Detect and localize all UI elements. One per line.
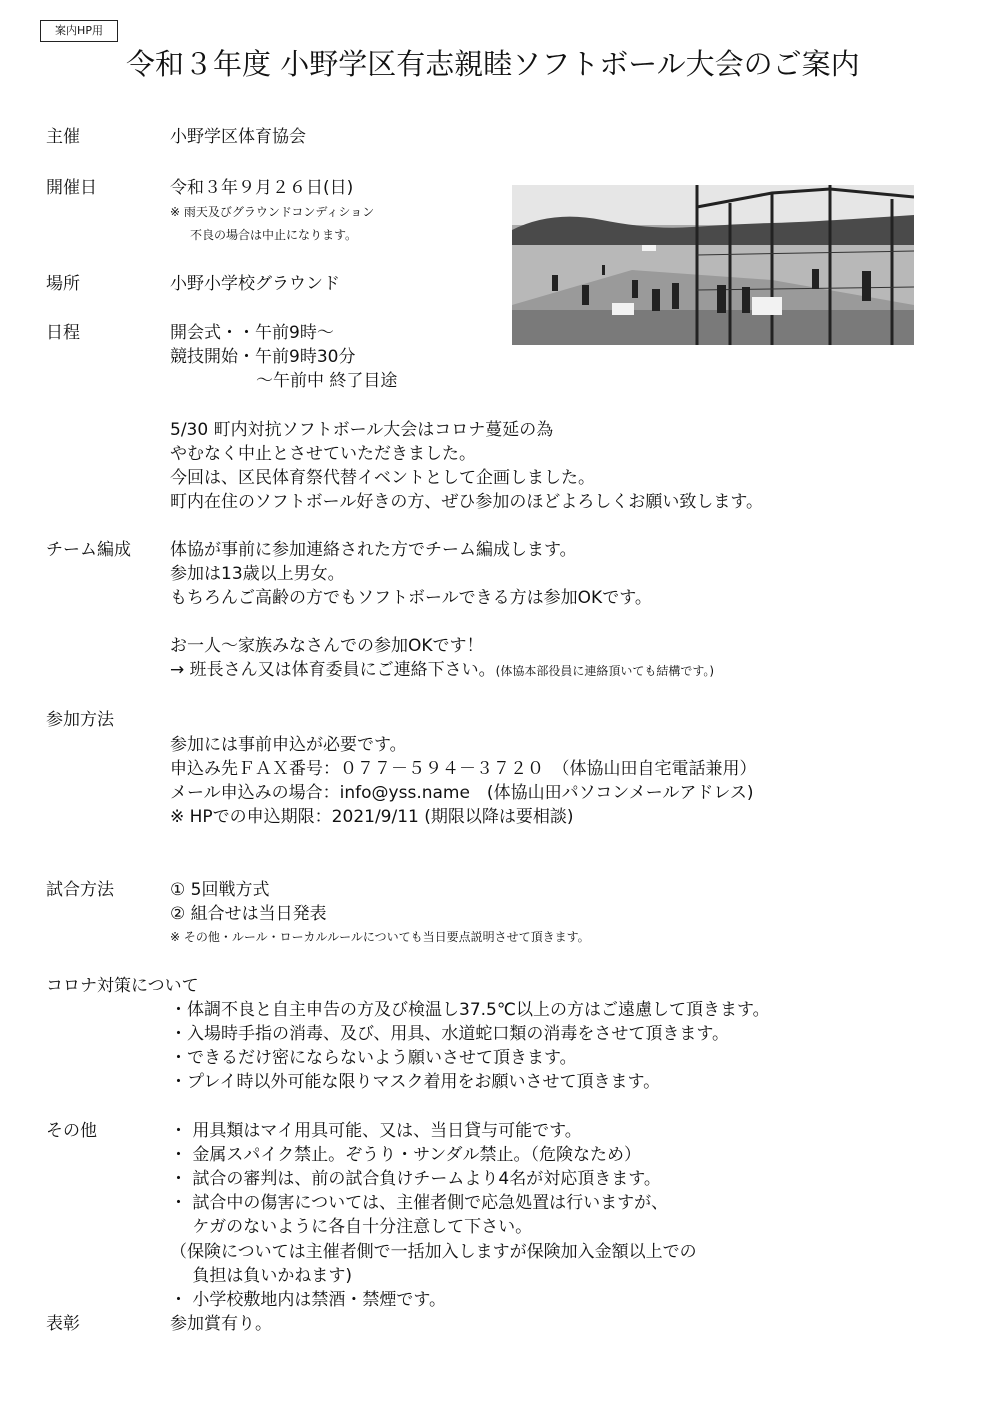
award-label: 表彰 <box>46 1314 80 1334</box>
team-line-5-main: → 班長さん又は体育委員にご連絡下さい。 <box>170 660 496 680</box>
organizer-label: 主催 <box>46 127 80 147</box>
team-line-3: もちろんご高齢の方でもソフトボールできる方は参加OKです。 <box>170 588 652 608</box>
game-note: ※ その他・ルール・ローカルルールについても当日要点説明させて頂きます。 <box>170 930 590 944</box>
other-item: （保険については主催者側で一括加入しますが保険加入金額以上での <box>170 1242 697 1262</box>
award-value: 参加賞有り。 <box>170 1314 272 1334</box>
method-deadline: ※ HPでの申込期限：2021/9/11 (期限以降は要相談) <box>170 807 574 827</box>
schedule-label: 日程 <box>46 323 80 343</box>
team-line-2: 参加は13歳以上男女。 <box>170 564 345 584</box>
corona-item: ・入場時手指の消毒、及び、用具、水道蛇口類の消毒をさせて頂きます。 <box>170 1024 729 1044</box>
team-label: チーム編成 <box>46 540 131 560</box>
corona-item: ・プレイ時以外可能な限りマスク着用をお願いさせて頂きます。 <box>170 1072 661 1092</box>
softball-photo <box>512 185 914 345</box>
other-item: ケガのないように各自十分注意して下さい。 <box>170 1217 533 1237</box>
schedule-line-1: 開会式・・午前9時～ <box>170 323 334 343</box>
other-item: ・ 小学校敷地内は禁酒・禁煙です。 <box>170 1290 447 1310</box>
venue-value: 小野小学校グラウンド <box>170 274 340 294</box>
method-label: 参加方法 <box>46 710 114 730</box>
game-line-2: ② 組合せは当日発表 <box>170 904 327 924</box>
other-item: ・ 用具類はマイ用具可能、又は、当日貸与可能です。 <box>170 1121 582 1141</box>
date-note-2: 不良の場合は中止になります。 <box>190 228 358 242</box>
intro-line-3: 今回は、区民体育祭代替イベントとして企画しました。 <box>170 468 595 488</box>
team-line-1: 体協が事前に参加連絡された方でチーム編成します。 <box>170 540 577 560</box>
other-item: ・ 金属スパイク禁止。ぞうり・サンダル禁止。（危険なため） <box>170 1145 642 1165</box>
date-label: 開催日 <box>46 178 97 198</box>
method-email: メール申込みの場合：info@yss.name (体協山田パソコンメールアドレス) <box>170 783 754 803</box>
other-item: 負担は負いかねます) <box>170 1266 353 1286</box>
game-label: 試合方法 <box>46 880 114 900</box>
schedule-line-2: 競技開始・午前9時30分 <box>170 347 356 367</box>
schedule-line-3: ～午前中 終了目途 <box>256 371 398 391</box>
other-label: その他 <box>46 1121 97 1141</box>
corona-label: コロナ対策について <box>46 976 199 996</box>
venue-label: 場所 <box>46 274 80 294</box>
date-note-1: ※ 雨天及びグラウンドコンディション <box>170 205 375 219</box>
page-title: 令和３年度 小野学区有志親睦ソフトボール大会のご案内 <box>126 47 860 81</box>
other-item: ・ 試合中の傷害については、主催者側で応急処置は行いますが、 <box>170 1193 669 1213</box>
intro-line-4: 町内在住のソフトボール好きの方、ぜひ参加のほどよろしくお願い致します。 <box>170 492 763 512</box>
intro-line-1: 5/30 町内対抗ソフトボール大会はコロナ蔓延の為 <box>170 420 554 440</box>
organizer-value: 小野学区体育協会 <box>170 127 306 147</box>
hp-badge: 案内HP用 <box>40 20 118 42</box>
method-fax: 申込み先ＦＡＸ番号：０７７－５９４－３７２０ （体協山田自宅電話兼用） <box>170 759 757 779</box>
other-item: ・ 試合の審判は、前の試合負けチームより4名が対応頂きます。 <box>170 1169 661 1189</box>
team-line-5 <box>170 658 714 683</box>
method-line-1: 参加には事前申込が必要です。 <box>170 735 407 755</box>
date-value: 令和３年９月２６日(日) <box>170 178 354 198</box>
team-line-5-small: (体協本部役員に連絡頂いても結構です。) <box>495 664 715 678</box>
game-line-1: ① 5回戦方式 <box>170 880 270 900</box>
corona-item: ・できるだけ密にならないよう願いさせて頂きます。 <box>170 1048 577 1068</box>
corona-item: ・体調不良と自主申告の方及び検温し37.5℃以上の方はご遠慮して頂きます。 <box>170 1000 770 1020</box>
intro-line-2: やむなく中止とさせていただきました。 <box>170 444 476 464</box>
team-line-4: お一人～家族みなさんでの参加OKです！ <box>170 636 484 656</box>
